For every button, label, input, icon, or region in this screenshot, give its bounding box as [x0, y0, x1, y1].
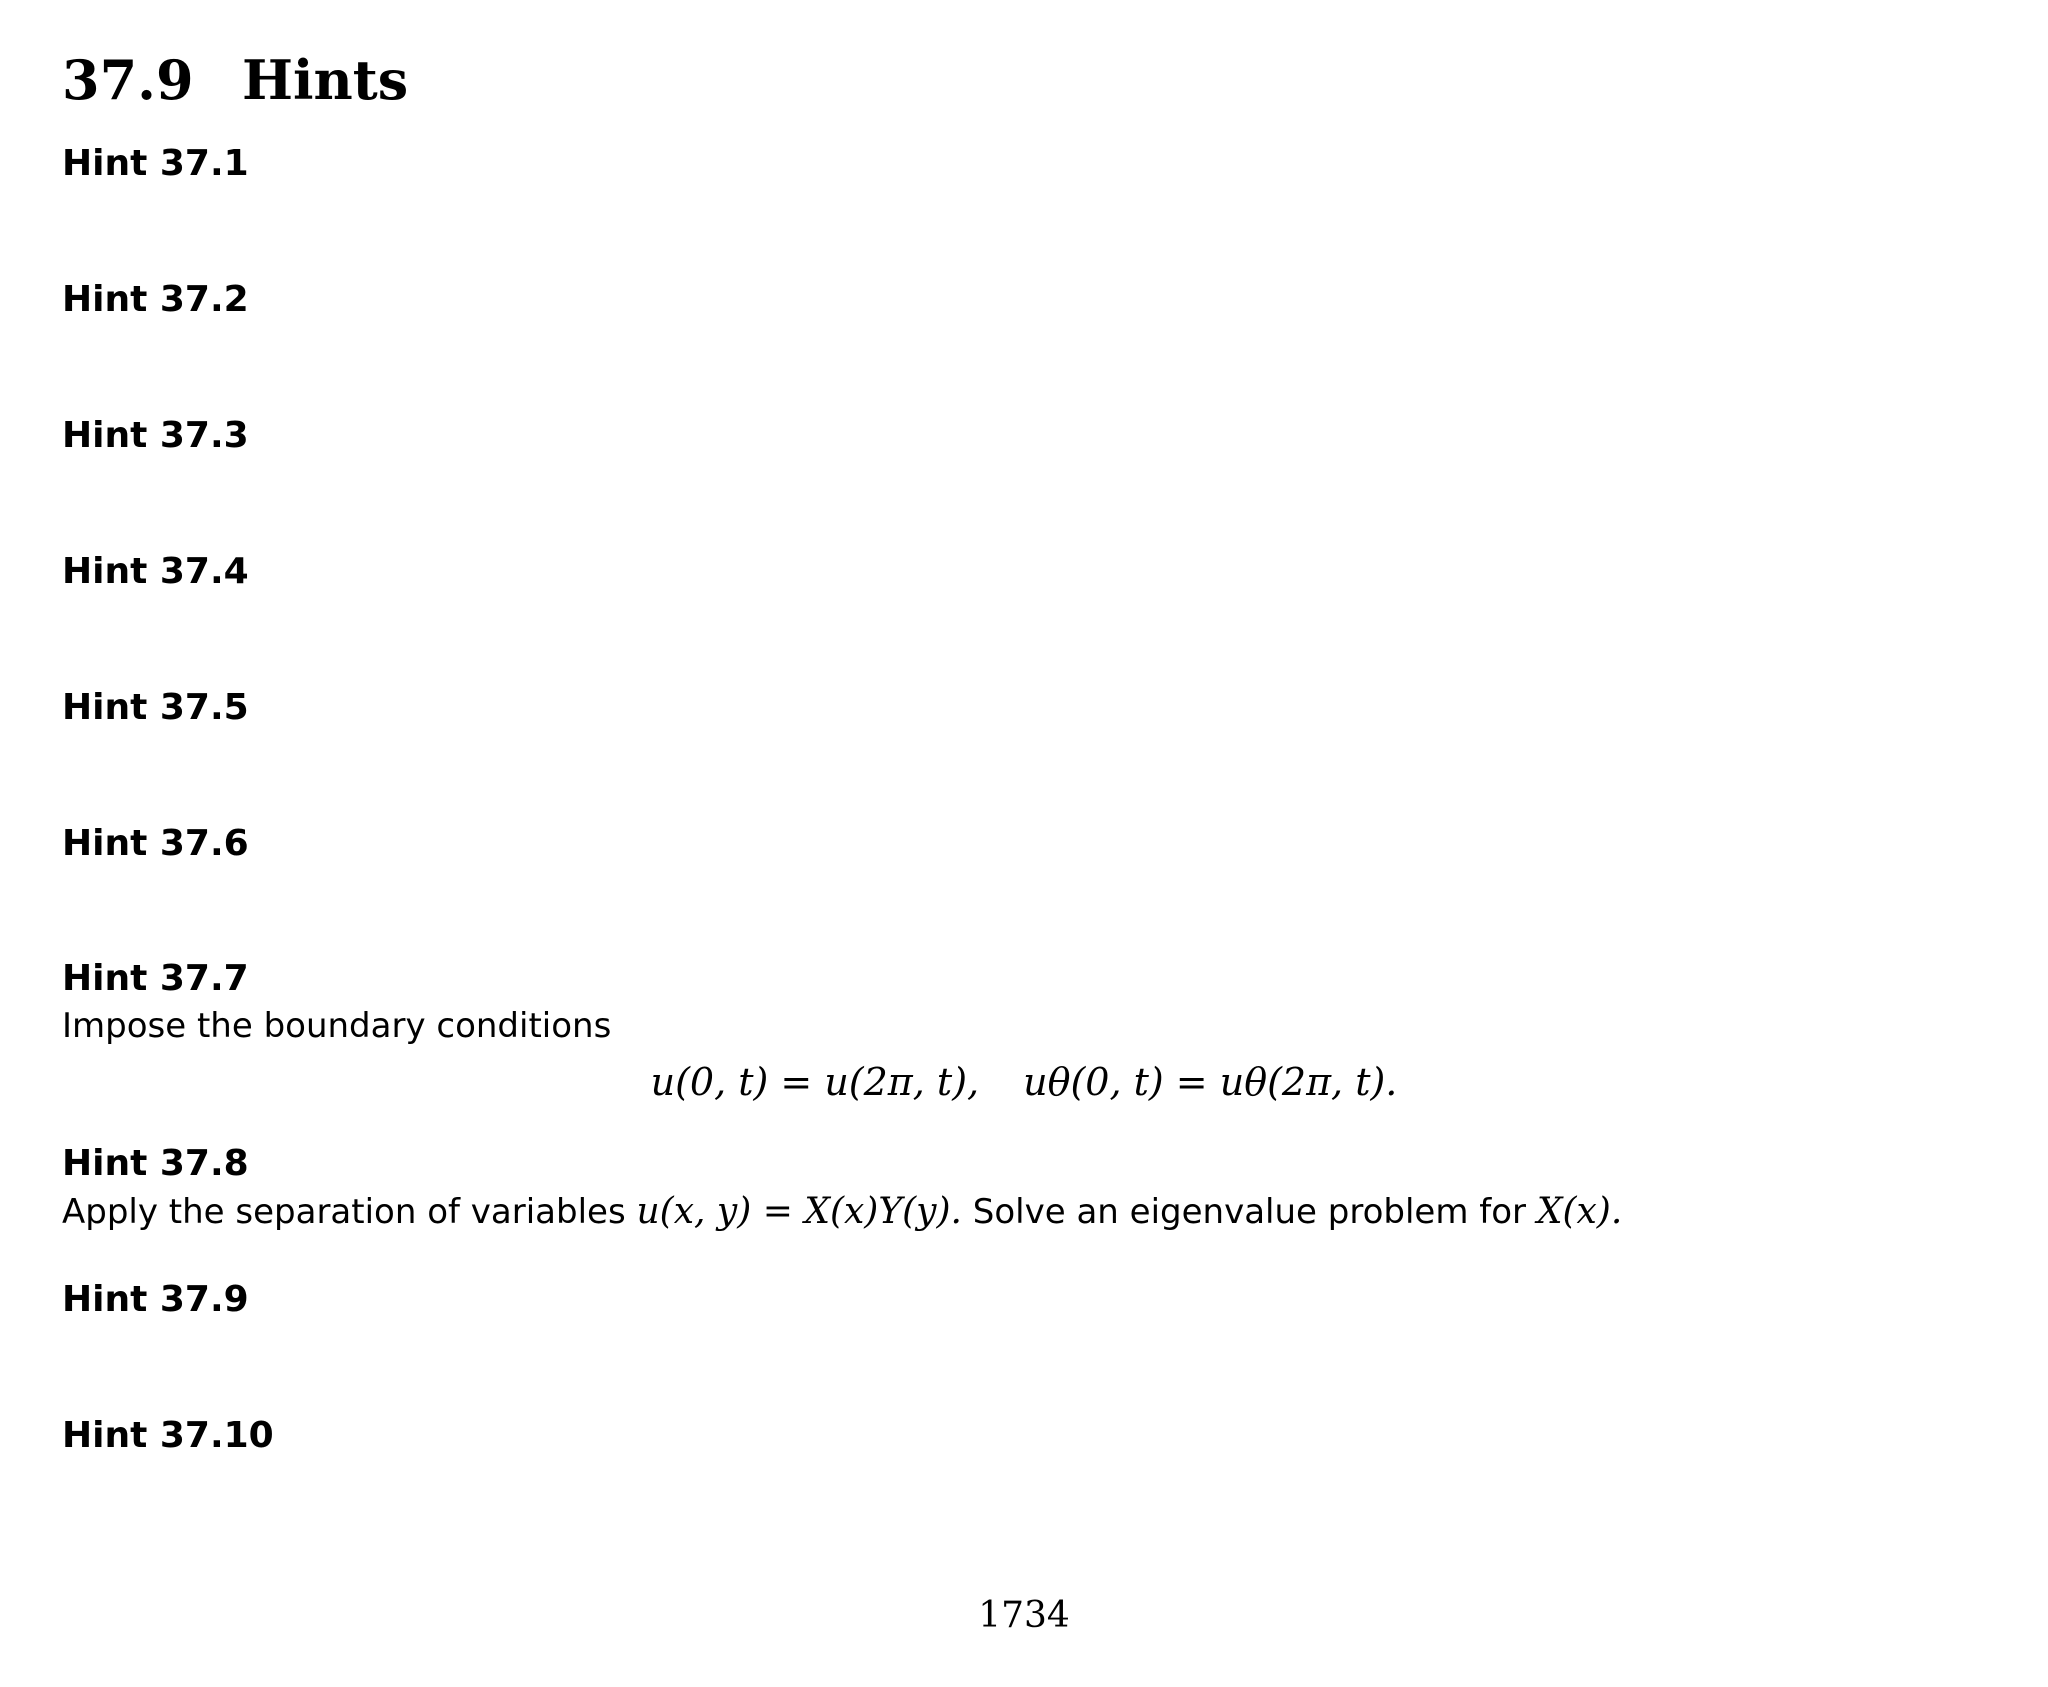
hint-heading-37-2: Hint 37.2: [62, 279, 249, 320]
hint-heading-37-10: Hint 37.10: [62, 1415, 274, 1456]
hint-37-8-separation-formula: u(x, y) = X(x)Y(y).: [636, 1191, 962, 1232]
hint-heading-37-7: Hint 37.7: [62, 958, 249, 999]
hint-heading-37-3: Hint 37.3: [62, 415, 249, 456]
hint-heading-37-6: Hint 37.6: [62, 823, 249, 864]
hint-heading-37-4: Hint 37.4: [62, 551, 249, 592]
section-heading: Hints: [242, 48, 409, 112]
boundary-conditions-equation: [0, 1057, 2048, 1107]
hint-37-8-text-middle: Solve an eigenvalue problem for: [972, 1192, 1526, 1232]
hint-heading-37-8: Hint 37.8: [62, 1143, 249, 1184]
hint-heading-37-5: Hint 37.5: [62, 687, 249, 728]
hint-37-8-text-before: Apply the separation of variables: [62, 1192, 626, 1232]
section-number: 37.9: [62, 48, 194, 112]
equation-right: uθ(0, t) = uθ(2π, t).: [1023, 1060, 1398, 1104]
hint-37-7-text: Impose the boundary conditions: [62, 1006, 612, 1046]
hint-heading-37-9: Hint 37.9: [62, 1279, 249, 1320]
page-number: 1734: [978, 1595, 1070, 1636]
equation-left: u(0, t) = u(2π, t),: [650, 1060, 980, 1104]
hint-37-8-text: [62, 1189, 1622, 1235]
hint-heading-37-1: Hint 37.1: [62, 143, 249, 184]
section-title: [62, 44, 408, 116]
hint-37-8-eigen-function: X(x).: [1536, 1191, 1623, 1232]
